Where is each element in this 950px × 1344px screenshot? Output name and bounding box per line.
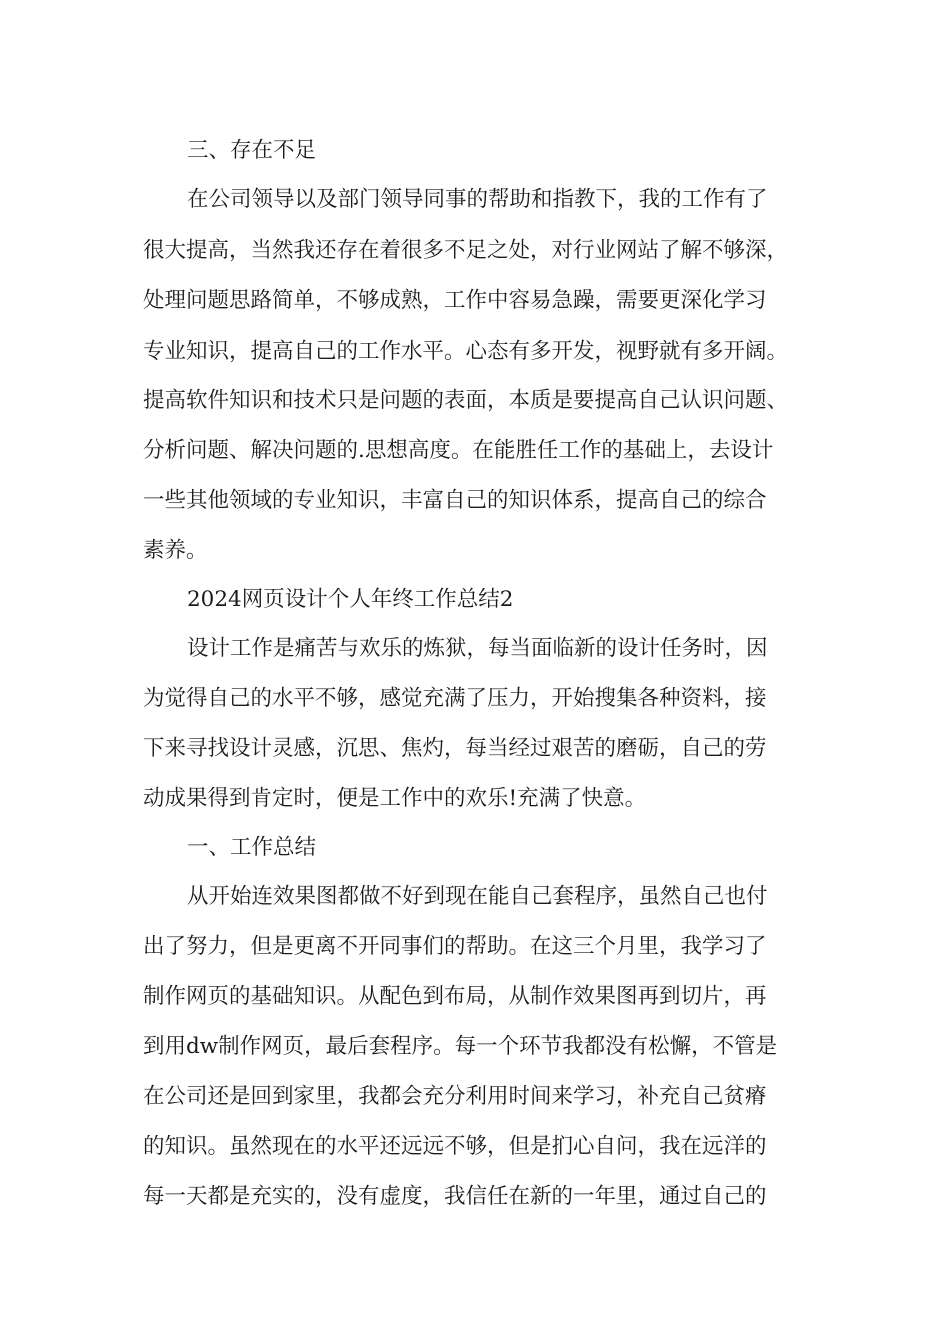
section-heading-work-summary: 一、工作总结	[187, 835, 317, 860]
paragraph-line: 到用dw制作网页，最后套程序。每一个环节我都没有松懈，不管是	[143, 1034, 778, 1059]
paragraph-line: 在公司领导以及部门领导同事的帮助和指教下，我的工作有了	[187, 187, 768, 212]
paragraph-line: 素养。	[143, 538, 208, 563]
paragraph-line: 一些其他领域的专业知识，丰富自己的知识体系，提高自己的综合	[143, 488, 767, 513]
paragraph-line: 专业知识，提高自己的工作水平。心态有多开发，视野就有多开阔。	[143, 339, 789, 364]
paragraph-line: 设计工作是痛苦与欢乐的炼狱，每当面临新的设计任务时，因	[187, 636, 768, 661]
paragraph-line: 动成果得到肯定时，便是工作中的欢乐!充满了快意。	[143, 786, 647, 811]
paragraph-line: 在公司还是回到家里，我都会充分利用时间来学习，补充自己贫瘠	[143, 1084, 767, 1109]
paragraph-line: 为觉得自己的水平不够，感觉充满了压力，开始搜集各种资料，接	[143, 686, 767, 711]
paragraph-line: 出了努力，但是更离不开同事们的帮助。在这三个月里，我学习了	[143, 934, 767, 959]
paragraph-line: 下来寻找设计灵感，沉思、焦灼，每当经过艰苦的磨砺，自己的劳	[143, 736, 767, 761]
paragraph-line: 很大提高，当然我还存在着很多不足之处，对行业网站了解不够深，	[143, 238, 789, 263]
paragraph-line: 分析问题、解决问题的.思想高度。在能胜任工作的基础上，去设计	[143, 438, 774, 463]
paragraph-line: 每一天都是充实的，没有虚度，我信任在新的一年里，通过自己的	[143, 1184, 767, 1209]
paragraph-line: 处理问题思路简单，不够成熟，工作中容易急躁，需要更深化学习	[143, 288, 767, 313]
paragraph-line: 制作网页的基础知识。从配色到布局，从制作效果图再到切片，再	[143, 984, 767, 1009]
paragraph-line: 从开始连效果图都做不好到现在能自己套程序，虽然自己也付	[187, 884, 768, 909]
paragraph-line: 的知识。虽然现在的水平还远远不够，但是扪心自问，我在远洋的	[143, 1134, 767, 1159]
paragraph-line: 提高软件知识和技术只是问题的表面，本质是要提高自己认识问题、	[143, 388, 789, 413]
section-heading-shortcomings: 三、存在不足	[187, 138, 317, 163]
document-subtitle: 2024网页设计个人年终工作总结2	[187, 587, 514, 612]
